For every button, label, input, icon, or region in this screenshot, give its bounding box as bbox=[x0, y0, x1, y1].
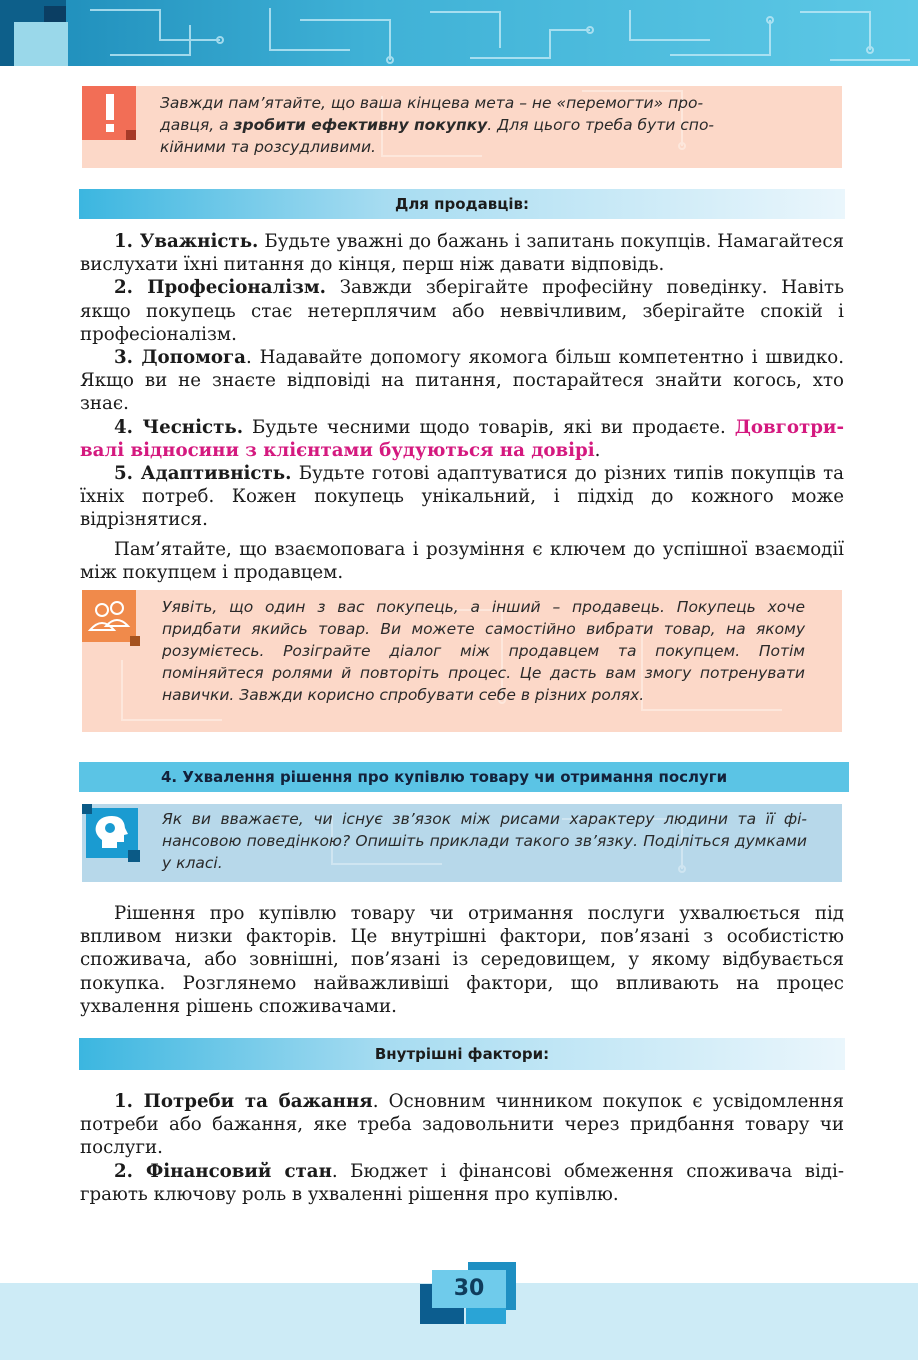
head-thinking-icon bbox=[82, 804, 142, 866]
decision-paragraph bbox=[80, 902, 844, 1018]
heading-internal-factors: Внутрішні фактори: bbox=[79, 1038, 845, 1070]
list-item bbox=[80, 1160, 844, 1206]
note-line: Завжди пам’ятайте, що ваша кінцева мета – не «перемогти» про- bbox=[160, 94, 704, 112]
internal-factors-list bbox=[80, 1090, 844, 1206]
circuit-pattern bbox=[70, 0, 918, 66]
item-text: Будьте готові адаптуватися до різних типів покупців та їхніх потреб. Кожен покупець унікальний, і підхід до кожного може відрізнятися. bbox=[80, 463, 844, 531]
section-title bbox=[79, 762, 849, 792]
item-text: . Надавайте допомогу якомога більш компетентно і швидко. Якщо ви не знаєте відповіді на питання, постарайтеся знайти когось, хто знає. bbox=[80, 347, 844, 415]
list-item bbox=[80, 1090, 844, 1160]
list-item bbox=[80, 230, 844, 276]
item-text: . Бюджет і фінансові обмеження споживача відіграють ключову роль в ухваленні рішення про купівлю. bbox=[80, 1160, 844, 1205]
note-box-reminder bbox=[82, 86, 842, 168]
note-line: давця, а bbox=[160, 116, 234, 134]
note-roleplay-text: Уявіть, що один з вас покупець, а інший – продавець. Покупець хоче придбати якийсь товар. Ви можете самостійно вибрати товар, на якому розумієтесь. Розіграйте діалог між продавцем та покупцем. Потім поміняйтеся ролями й повторіть процес. Це дасть вам змогу потренувати навички. Завжди корисно спробувати себе в різних ролях. bbox=[162, 598, 805, 704]
note-line: . Для цього треба бути спо- bbox=[487, 116, 715, 134]
item-title: 1. Потреби та бажання bbox=[114, 1091, 373, 1112]
note-emphasis: зробити ефективну покупку bbox=[233, 116, 488, 134]
summary-paragraph: Пам’ятайте, що взаємоповага і розуміння є ключем до успішної взаємодії між покупцем і продавцем. bbox=[80, 538, 844, 583]
exclamation-icon bbox=[82, 86, 136, 140]
list-item bbox=[80, 276, 844, 346]
note-line: кійними та розсудливими. bbox=[160, 138, 376, 156]
list-item bbox=[80, 462, 844, 532]
item-title: 2. Фінансовий стан bbox=[114, 1160, 332, 1182]
item-text: . bbox=[594, 439, 601, 461]
item-text: . Основним чинником покупок є усвідомлення потреби або бажання, яке треба задовольнити через придбання товару чи послуги. bbox=[80, 1091, 844, 1159]
heading-for-sellers: Для продавців: bbox=[79, 189, 845, 219]
item-text: Будьте уважні до бажань і запитань покупців. Намагайтеся вислухати їхні питання до кінця, перш ніж давати відповідь. bbox=[80, 231, 844, 276]
note-box-question bbox=[82, 804, 842, 882]
banner-square-light bbox=[14, 22, 68, 66]
item-title: 3. Допомога bbox=[114, 347, 246, 369]
list-item bbox=[80, 346, 844, 416]
item-title: 2. Професіоналізм. bbox=[114, 277, 326, 299]
note-box-roleplay bbox=[82, 590, 842, 732]
note-question-text: Як ви вважаєте, чи існує зв’язок між рисами характеру людини та її фінансовою поведінкою? Опишіть приклади такого зв’язку. Поділіться думками у класі. bbox=[162, 810, 807, 872]
list-item bbox=[80, 416, 844, 462]
paragraph-text: Рішення про купівлю товару чи отримання послуги ухвалюється під впливом низки факторів. Це внутрішні фактори, пов’язані з особистістю споживача, або зовнішні, пов’язані із середовищем, у якому відбувається покупка. Розглянемо найважливіші фактори, що впливають на процес ухвалення рішень споживачами. bbox=[80, 903, 844, 1017]
page-number: 30 bbox=[432, 1270, 506, 1308]
highlight-text: Довготривалі відносини з клієнтами будуються на довірі bbox=[80, 416, 844, 461]
banner-square-navy bbox=[44, 6, 66, 22]
sellers-list bbox=[80, 230, 844, 584]
item-title: 1. Уважність. bbox=[114, 231, 259, 252]
item-title: 4. Чесність. bbox=[114, 416, 244, 438]
note-reminder-text bbox=[160, 92, 790, 158]
people-icon bbox=[82, 590, 140, 650]
top-banner bbox=[0, 0, 918, 66]
section-title-text: 4. Ухвалення рішення про купівлю товару чи отримання послуги bbox=[161, 768, 728, 786]
item-title: 5. Адаптивність. bbox=[114, 463, 292, 485]
item-text: Завжди зберігайте професійну поведінку. Навіть якщо покупець стає нетерплячим або неввічливим, зберігайте спокій і професіоналізм. bbox=[80, 277, 845, 345]
item-text: Будьте чесними щодо товарів, які ви продаєте. bbox=[243, 416, 735, 438]
